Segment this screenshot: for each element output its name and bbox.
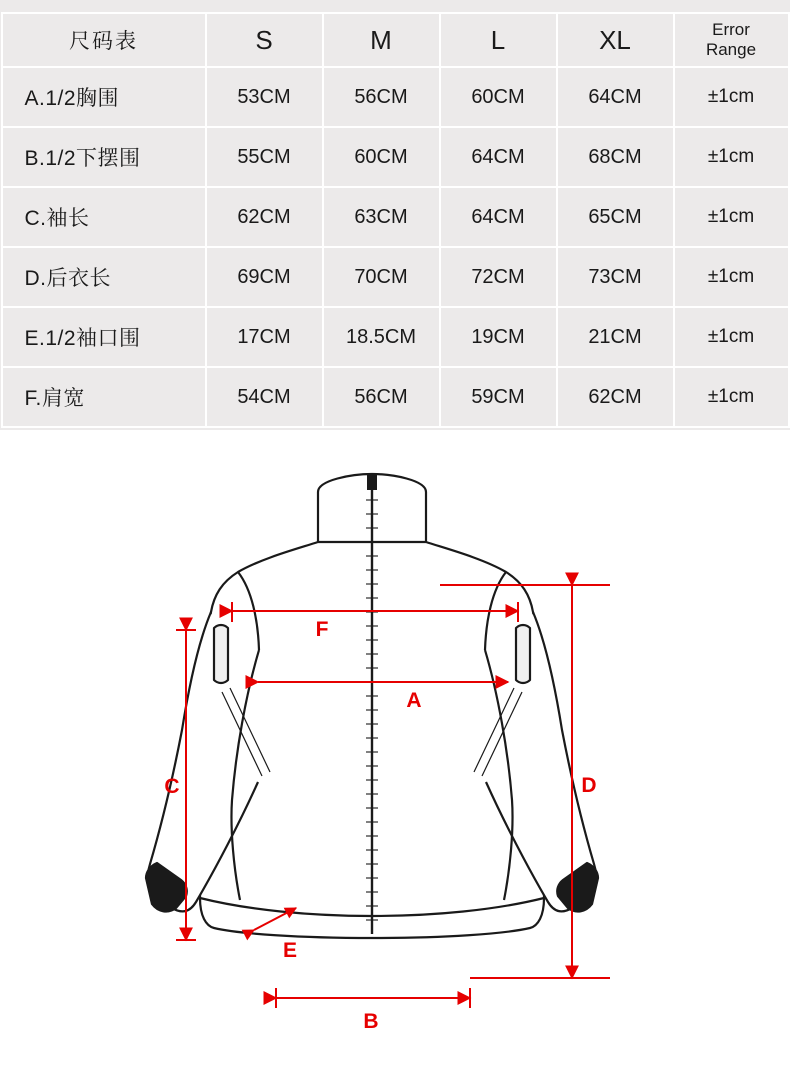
header-cell-label	[2, 13, 206, 67]
dim-label-d: D	[581, 774, 597, 797]
table-row	[2, 307, 789, 367]
row-error: ±1cm	[674, 247, 789, 307]
size-chart-table	[1, 12, 790, 428]
table-row	[2, 67, 789, 127]
table-header-row	[2, 13, 789, 67]
dim-label-f: F	[315, 618, 329, 641]
row-value-m: 56CM	[323, 367, 440, 427]
header-cell-size-m	[323, 13, 440, 67]
row-label: C.袖长	[2, 187, 206, 247]
row-value-m: 60CM	[323, 127, 440, 187]
row-value-l: 60CM	[440, 67, 557, 127]
table-row	[2, 127, 789, 187]
table-row	[2, 367, 789, 427]
row-label: F.肩宽	[2, 367, 206, 427]
zipper-pull	[367, 474, 377, 490]
row-value-s: 62CM	[206, 187, 323, 247]
size-label-xl: XL	[599, 24, 631, 55]
size-chart-table-container	[0, 0, 790, 442]
size-chart-title: 尺码表	[69, 30, 138, 53]
row-value-xl: 62CM	[557, 367, 674, 427]
row-value-m: 56CM	[323, 67, 440, 127]
row-error: ±1cm	[674, 127, 789, 187]
row-value-xl: 68CM	[557, 127, 674, 187]
table-row	[2, 247, 789, 307]
table-row	[2, 187, 789, 247]
row-value-xl: 65CM	[557, 187, 674, 247]
header-cell-size-l	[440, 13, 557, 67]
size-label-m: M	[370, 24, 392, 55]
size-label-s: S	[255, 24, 273, 55]
row-label: A.1/2胸围	[2, 67, 206, 127]
row-value-l: 59CM	[440, 367, 557, 427]
row-value-l: 64CM	[440, 127, 557, 187]
row-label: B.1/2下摆围	[2, 127, 206, 187]
row-value-s: 53CM	[206, 67, 323, 127]
row-value-l: 19CM	[440, 307, 557, 367]
row-value-l: 72CM	[440, 247, 557, 307]
garment-diagram-svg	[0, 430, 790, 1072]
row-value-xl: 64CM	[557, 67, 674, 127]
error-range-line2: Range	[705, 40, 757, 59]
row-value-xl: 21CM	[557, 307, 674, 367]
size-label-l: L	[490, 24, 506, 55]
header-cell-size-xl	[557, 13, 674, 67]
row-value-s: 55CM	[206, 127, 323, 187]
dim-label-b: B	[363, 1010, 379, 1033]
header-cell-error-range	[674, 13, 789, 67]
row-value-xl: 73CM	[557, 247, 674, 307]
row-label: D.后衣长	[2, 247, 206, 307]
row-error: ±1cm	[674, 307, 789, 367]
row-error: ±1cm	[674, 367, 789, 427]
row-value-m: 63CM	[323, 187, 440, 247]
row-value-m: 70CM	[323, 247, 440, 307]
row-value-l: 64CM	[440, 187, 557, 247]
row-value-s: 69CM	[206, 247, 323, 307]
row-error: ±1cm	[674, 67, 789, 127]
garment-diagram	[0, 430, 790, 1072]
row-value-s: 17CM	[206, 307, 323, 367]
row-value-s: 54CM	[206, 367, 323, 427]
dim-label-a: A	[406, 689, 422, 712]
row-value-m: 18.5CM	[323, 307, 440, 367]
row-error: ±1cm	[674, 187, 789, 247]
header-cell-size-s	[206, 13, 323, 67]
left-chest-pocket	[214, 625, 228, 683]
error-range-line1: Error	[712, 20, 750, 39]
dim-label-e: E	[282, 939, 298, 962]
right-chest-pocket	[516, 625, 530, 683]
dim-label-c: C	[164, 775, 180, 798]
row-label: E.1/2袖口围	[2, 307, 206, 367]
